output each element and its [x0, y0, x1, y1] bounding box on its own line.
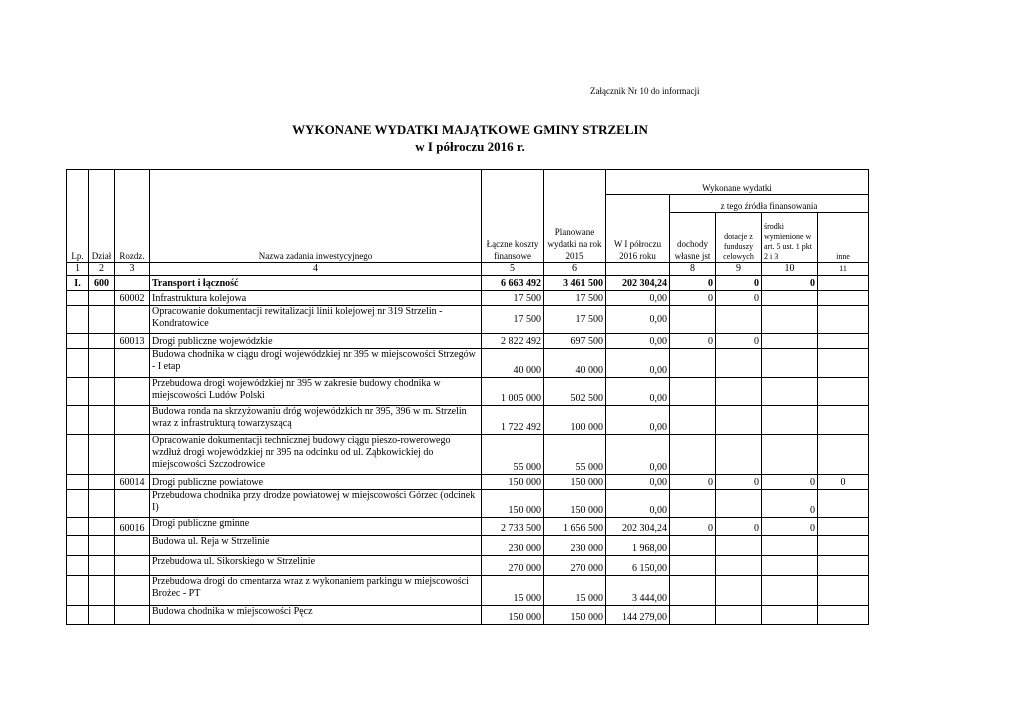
cell-rozdz: [115, 536, 150, 556]
cell-task-name: Transport i łączność: [150, 276, 482, 291]
cell-grants: [716, 406, 762, 435]
cell-planned: 502 500: [544, 378, 606, 406]
cell-other: [818, 536, 869, 556]
cell-rozdz: [115, 349, 150, 378]
cell-lp: [67, 576, 89, 606]
cell-lp: [67, 291, 89, 306]
cell-planned: 697 500: [544, 334, 606, 349]
cell-grants: 0: [716, 475, 762, 490]
header-rozdz: Rozdz.: [115, 170, 150, 263]
cell-task-name: Opracowanie dokumentacji technicznej budowy ciągu pieszo-rowerowego wzdłuż drogi wojewódzkiej nr 395 na odcinku od ul. Ząbkowickiej do miejscowości Szczodrowice: [150, 435, 482, 475]
cell-funds: 0: [762, 276, 818, 291]
cell-rozdz: [115, 378, 150, 406]
cell-executed: 0,00: [606, 291, 670, 306]
table-row: [67, 556, 869, 576]
cell-planned: 100 000: [544, 406, 606, 435]
cell-grants: [716, 349, 762, 378]
cell-executed: 0,00: [606, 378, 670, 406]
cell-own-income: 0: [670, 334, 716, 349]
cell-task-name: Budowa chodnika w ciągu drogi wojewódzkiej nr 395 w miejscowości Strzegów - I etap: [150, 349, 482, 378]
cell-lp: [67, 475, 89, 490]
cell-grants: [716, 606, 762, 625]
cell-rozdz: [115, 576, 150, 606]
cell-own-income: 0: [670, 291, 716, 306]
cell-lp: [67, 378, 89, 406]
header-total-costs: Łączne koszty finansowe: [482, 170, 544, 263]
cell-funds: [762, 536, 818, 556]
cell-funds: 0: [762, 475, 818, 490]
cell-other: [818, 556, 869, 576]
cell-rozdz: 60002: [115, 291, 150, 306]
cell-rozdz: [115, 406, 150, 435]
cell-funds: [762, 349, 818, 378]
cell-executed: 0,00: [606, 334, 670, 349]
cell-total-costs: 150 000: [482, 490, 544, 518]
cell-funds: [762, 576, 818, 606]
cell-rozdz: [115, 435, 150, 475]
table-row: [67, 276, 869, 291]
column-number: 5: [482, 263, 544, 276]
cell-planned: 40 000: [544, 349, 606, 378]
cell-own-income: 0: [670, 518, 716, 536]
cell-planned: 230 000: [544, 536, 606, 556]
cell-rozdz: [115, 490, 150, 518]
cell-dzial: [89, 306, 115, 334]
cell-executed: 202 304,24: [606, 276, 670, 291]
cell-funds: [762, 556, 818, 576]
table-row: [67, 306, 869, 334]
cell-other: [818, 435, 869, 475]
cell-own-income: [670, 349, 716, 378]
cell-planned: 17 500: [544, 291, 606, 306]
cell-grants: [716, 306, 762, 334]
table-row: [67, 435, 869, 475]
table-row: [67, 518, 869, 536]
cell-total-costs: 1 722 492: [482, 406, 544, 435]
cell-task-name: Drogi publiczne gminne: [150, 518, 482, 536]
header-h1-2016: W I półroczu 2016 roku: [606, 195, 670, 263]
attachment-note: Załącznik Nr 10 do informacji: [590, 86, 700, 96]
cell-total-costs: 55 000: [482, 435, 544, 475]
column-number: 4: [150, 263, 482, 276]
cell-planned: 55 000: [544, 435, 606, 475]
cell-lp: [67, 606, 89, 625]
cell-other: [818, 406, 869, 435]
cell-own-income: [670, 406, 716, 435]
cell-funds: 0: [762, 490, 818, 518]
cell-planned: 270 000: [544, 556, 606, 576]
cell-executed: 0,00: [606, 406, 670, 435]
cell-lp: [67, 349, 89, 378]
header-dzial: Dział: [89, 170, 115, 263]
cell-rozdz: [115, 276, 150, 291]
cell-task-name: Opracowanie dokumentacji rewitalizacji linii kolejowej nr 319 Strzelin - Kondratowice: [150, 306, 482, 334]
cell-dzial: [89, 475, 115, 490]
title-line-2: w I półroczu 2016 r.: [415, 139, 525, 154]
column-number: 10: [762, 263, 818, 276]
cell-funds: [762, 378, 818, 406]
cell-other: [818, 518, 869, 536]
cell-grants: 0: [716, 276, 762, 291]
cell-grants: 0: [716, 518, 762, 536]
cell-other: [818, 291, 869, 306]
cell-other: [818, 606, 869, 625]
table-row: [67, 536, 869, 556]
cell-total-costs: 1 005 000: [482, 378, 544, 406]
cell-other: [818, 276, 869, 291]
header-lp: Lp.: [67, 170, 89, 263]
cell-dzial: [89, 536, 115, 556]
cell-lp: [67, 306, 89, 334]
cell-planned: 15 000: [544, 576, 606, 606]
cell-funds: [762, 406, 818, 435]
cell-lp: I.: [67, 276, 89, 291]
cell-task-name: Budowa ronda na skrzyżowaniu dróg wojewódzkich nr 395, 396 w m. Strzelin wraz z infrastrukturą towarzyszącą: [150, 406, 482, 435]
cell-planned: 150 000: [544, 490, 606, 518]
cell-total-costs: 17 500: [482, 291, 544, 306]
cell-grants: [716, 490, 762, 518]
cell-executed: 6 150,00: [606, 556, 670, 576]
column-number: 9: [716, 263, 762, 276]
cell-total-costs: 270 000: [482, 556, 544, 576]
cell-own-income: [670, 556, 716, 576]
cell-rozdz: 60013: [115, 334, 150, 349]
cell-own-income: [670, 576, 716, 606]
cell-task-name: Przebudowa drogi wojewódzkiej nr 395 w zakresie budowy chodnika w miejscowości Ludów Polski: [150, 378, 482, 406]
cell-total-costs: 150 000: [482, 606, 544, 625]
cell-rozdz: [115, 306, 150, 334]
header-planned: Planowane wydatki na rok 2015: [544, 170, 606, 263]
cell-other: [818, 349, 869, 378]
cell-grants: 0: [716, 291, 762, 306]
header-executed: Wykonane wydatki: [606, 170, 869, 195]
cell-planned: 150 000: [544, 475, 606, 490]
cell-dzial: [89, 435, 115, 475]
cell-executed: 0,00: [606, 490, 670, 518]
cell-total-costs: 15 000: [482, 576, 544, 606]
header-funds: środki wymienione w art. 5 ust. 1 pkt 2 i 3: [762, 213, 818, 263]
cell-dzial: [89, 606, 115, 625]
expenditure-table: [66, 169, 869, 625]
cell-lp: [67, 518, 89, 536]
cell-lp: [67, 334, 89, 349]
cell-rozdz: 60014: [115, 475, 150, 490]
cell-other: [818, 576, 869, 606]
table-row: [67, 378, 869, 406]
cell-rozdz: [115, 556, 150, 576]
cell-total-costs: 230 000: [482, 536, 544, 556]
cell-dzial: [89, 490, 115, 518]
column-number: [606, 263, 670, 276]
cell-other: [818, 306, 869, 334]
cell-lp: [67, 556, 89, 576]
cell-planned: 150 000: [544, 606, 606, 625]
header-own-income: dochody własne jst: [670, 213, 716, 263]
cell-executed: 0,00: [606, 475, 670, 490]
cell-lp: [67, 406, 89, 435]
cell-task-name: Drogi publiczne wojewódzkie: [150, 334, 482, 349]
cell-rozdz: [115, 606, 150, 625]
cell-other: [818, 378, 869, 406]
column-number: 8: [670, 263, 716, 276]
cell-task-name: Drogi publiczne powiatowe: [150, 475, 482, 490]
table-row: [67, 606, 869, 625]
cell-task-name: Budowa chodnika w miejscowości Pęcz: [150, 606, 482, 625]
cell-grants: 0: [716, 334, 762, 349]
cell-grants: [716, 435, 762, 475]
table-row: [67, 475, 869, 490]
cell-lp: [67, 435, 89, 475]
cell-total-costs: 2 733 500: [482, 518, 544, 536]
table-row: [67, 576, 869, 606]
cell-grants: [716, 576, 762, 606]
column-number: 3: [115, 263, 150, 276]
cell-own-income: 0: [670, 276, 716, 291]
cell-dzial: [89, 349, 115, 378]
cell-other: [818, 490, 869, 518]
header-other: inne: [818, 213, 869, 263]
cell-dzial: [89, 334, 115, 349]
table-row: [67, 490, 869, 518]
cell-task-name: Przebudowa drogi do cmentarza wraz z wykonaniem parkingu w miejscowości Brożec - PT: [150, 576, 482, 606]
cell-funds: 0: [762, 518, 818, 536]
table-row: [67, 349, 869, 378]
cell-planned: 17 500: [544, 306, 606, 334]
cell-own-income: 0: [670, 475, 716, 490]
cell-total-costs: 40 000: [482, 349, 544, 378]
cell-task-name: Przebudowa ul. Sikorskiego w Strzelinie: [150, 556, 482, 576]
cell-task-name: Infrastruktura kolejowa: [150, 291, 482, 306]
cell-grants: [716, 556, 762, 576]
header-name: Nazwa zadania inwestycyjnego: [150, 170, 482, 263]
header-sources: z tego źródła finansowania: [670, 195, 869, 213]
cell-own-income: [670, 490, 716, 518]
cell-executed: 0,00: [606, 435, 670, 475]
cell-total-costs: 2 822 492: [482, 334, 544, 349]
table-row: [67, 406, 869, 435]
title-line-1: WYKONANE WYDATKI MAJĄTKOWE GMINY STRZELIN: [292, 122, 648, 137]
cell-task-name: Budowa ul. Reja w Strzelinie: [150, 536, 482, 556]
cell-grants: [716, 536, 762, 556]
cell-lp: [67, 490, 89, 518]
column-number: 11: [818, 263, 869, 276]
cell-executed: 1 968,00: [606, 536, 670, 556]
cell-other: [818, 334, 869, 349]
cell-own-income: [670, 435, 716, 475]
header-grants: dotacje z funduszy celowych: [716, 213, 762, 263]
cell-own-income: [670, 606, 716, 625]
cell-executed: 202 304,24: [606, 518, 670, 536]
cell-dzial: [89, 406, 115, 435]
cell-funds: [762, 306, 818, 334]
cell-dzial: [89, 378, 115, 406]
cell-dzial: 600: [89, 276, 115, 291]
cell-other: 0: [818, 475, 869, 490]
cell-dzial: [89, 518, 115, 536]
cell-planned: 3 461 500: [544, 276, 606, 291]
cell-total-costs: 6 663 492: [482, 276, 544, 291]
cell-funds: [762, 291, 818, 306]
cell-dzial: [89, 576, 115, 606]
cell-own-income: [670, 306, 716, 334]
cell-own-income: [670, 536, 716, 556]
cell-executed: 144 279,00: [606, 606, 670, 625]
cell-executed: 0,00: [606, 306, 670, 334]
cell-total-costs: 150 000: [482, 475, 544, 490]
cell-rozdz: 60016: [115, 518, 150, 536]
cell-total-costs: 17 500: [482, 306, 544, 334]
column-numbers-row: [67, 263, 869, 276]
cell-dzial: [89, 556, 115, 576]
cell-executed: 0,00: [606, 349, 670, 378]
cell-dzial: [89, 291, 115, 306]
cell-grants: [716, 378, 762, 406]
column-number: 6: [544, 263, 606, 276]
column-number: 1: [67, 263, 89, 276]
cell-funds: [762, 606, 818, 625]
table-row: [67, 334, 869, 349]
cell-task-name: Przebudowa chodnika przy drodze powiatowej w miejscowości Górzec (odcinek I): [150, 490, 482, 518]
document-title: [150, 121, 790, 155]
cell-lp: [67, 536, 89, 556]
cell-own-income: [670, 378, 716, 406]
cell-executed: 3 444,00: [606, 576, 670, 606]
column-number: 2: [89, 263, 115, 276]
cell-funds: [762, 435, 818, 475]
cell-planned: 1 656 500: [544, 518, 606, 536]
table-row: [67, 291, 869, 306]
cell-funds: [762, 334, 818, 349]
